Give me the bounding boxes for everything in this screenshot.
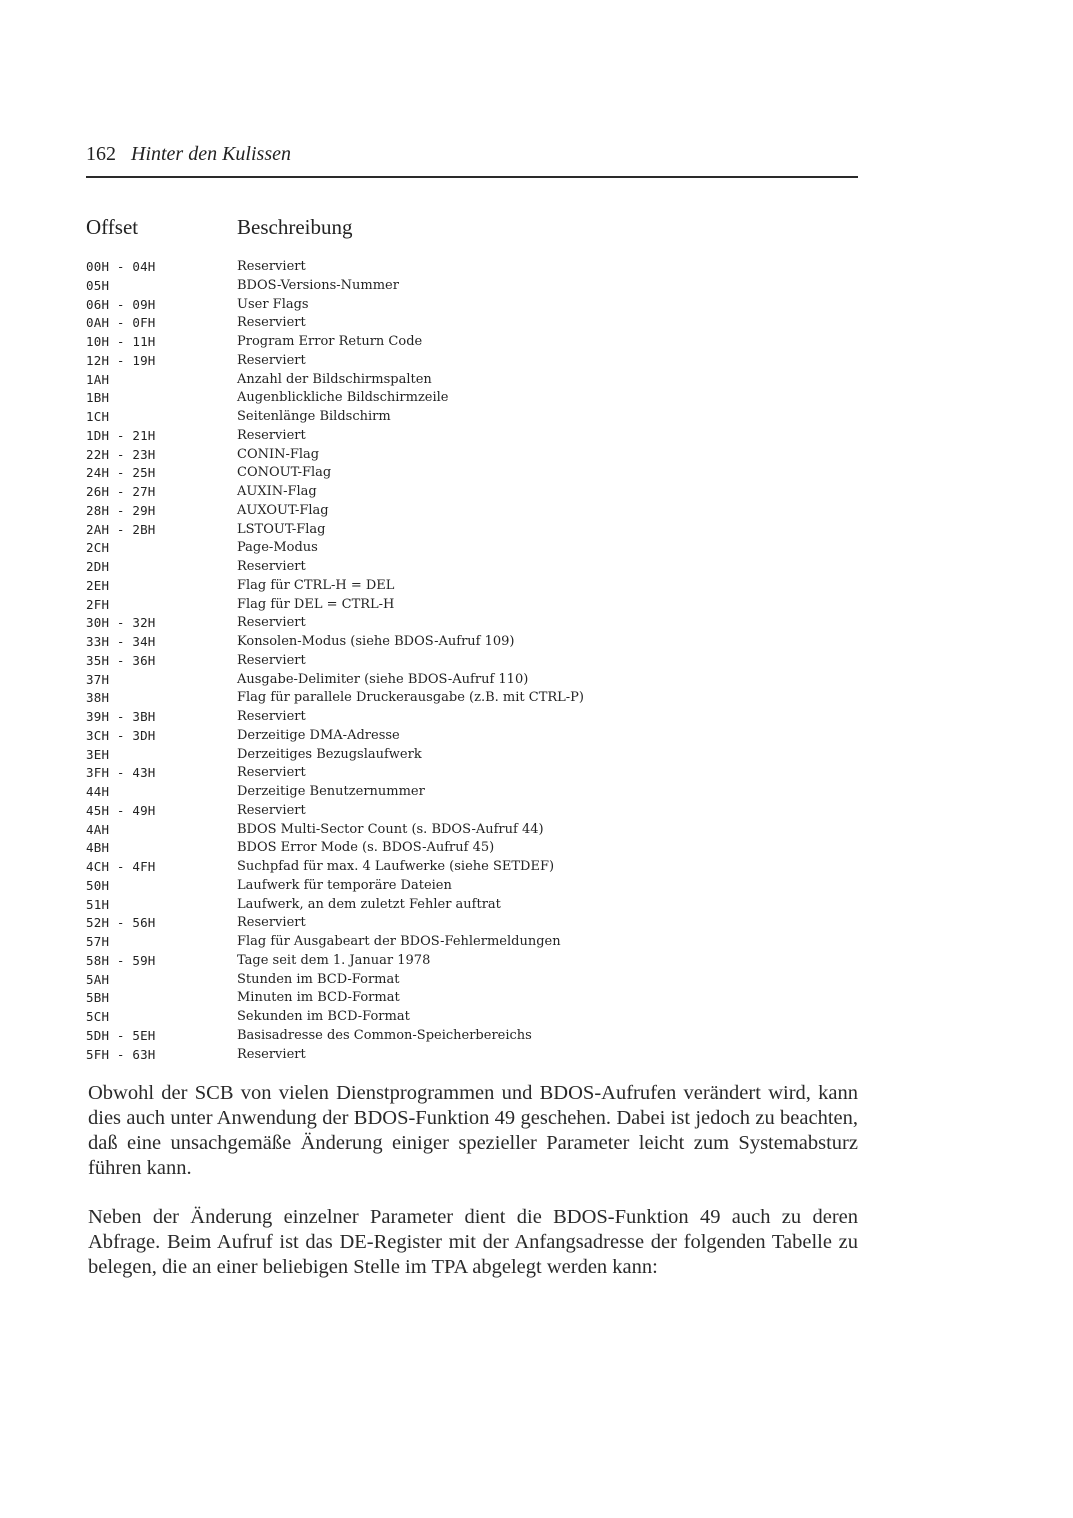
offset-cell: 44H (86, 784, 110, 799)
table-row (86, 783, 786, 802)
running-title: Hinter den Kulissen (131, 143, 291, 165)
table-row (86, 371, 786, 390)
offset-cell: 2CH (86, 540, 110, 556)
description-cell: Reserviert (237, 915, 306, 931)
offset-cell: 39H - 3BH (86, 709, 156, 724)
offset-cell: 1DH - 21H (86, 427, 156, 443)
description-cell: Seitenlänge Bildschirm (237, 409, 391, 424)
table-row (86, 258, 786, 277)
offset-cell: 00H - 04H (86, 259, 156, 274)
table-row (86, 933, 786, 952)
offset-cell: 05H (86, 277, 110, 293)
offset-cell: 57H (86, 934, 110, 949)
offset-cell: 4AH (86, 821, 110, 837)
offset-cell: 1CH (86, 409, 110, 424)
offset-cell: 5BH (86, 990, 110, 1006)
description-cell: Anzahl der Bildschirmspalten (237, 371, 432, 387)
table-row (86, 296, 786, 315)
offset-cell: 58H - 59H (86, 952, 156, 968)
description-cell: Flag für parallele Druckerausgabe (z.B. mit CTRL-P) (237, 690, 584, 706)
page-number: 162 (86, 143, 116, 165)
table-row (86, 314, 786, 333)
table-row (86, 464, 786, 483)
description-cell: Page-Modus (237, 540, 318, 556)
description-cell: Sekunden im BCD-Format (237, 1009, 410, 1024)
offset-cell: 51H (86, 896, 110, 912)
offset-cell: 3CH - 3DH (86, 727, 156, 743)
offset-cell: 2FH (86, 596, 110, 612)
table-row (86, 502, 786, 521)
table-row (86, 577, 786, 596)
description-cell: Suchpfad für max. 4 Laufwerke (siehe SETDEF) (237, 859, 555, 874)
description-cell: Reserviert (237, 427, 306, 443)
description-cell: BDOS-Versions-Nummer (237, 277, 399, 293)
description-cell: Laufwerk, an dem zuletzt Fehler auftrat (237, 896, 501, 912)
offset-cell: 4CH - 4FH (86, 859, 156, 874)
description-cell: Reserviert (237, 652, 306, 668)
description-cell: Reserviert (237, 709, 306, 724)
description-cell: Stunden im BCD-Format (237, 971, 400, 987)
running-header (86, 143, 858, 166)
offset-cell: 12H - 19H (86, 352, 156, 368)
table-row (86, 952, 786, 971)
description-cell: Reserviert (237, 352, 306, 368)
offset-cell: 26H - 27H (86, 484, 156, 499)
description-cell: Reserviert (237, 559, 306, 574)
scb-offset-table (86, 258, 786, 1064)
table-row (86, 671, 786, 690)
description-cell: Ausgabe-Delimiter (siehe BDOS-Aufruf 110) (237, 671, 529, 687)
paragraph-1: Obwohl der SCB von vielen Dienstprogrammen und BDOS-Aufrufen verändert wird, kann dies auch unter Anwendung der BDOS-Funktion 49 geschehen. Dabei ist jedoch zu beachten, daß eine unsachgemäße Änderung einiger spezieller Parameter leicht zum Systemabsturz führen kann. (88, 1082, 858, 1179)
table-row (86, 521, 786, 540)
description-cell: Derzeitige Benutzernummer (237, 784, 425, 799)
description-cell: Derzeitiges Bezugslaufwerk (237, 746, 422, 762)
table-row (86, 971, 786, 990)
table-row (86, 877, 786, 896)
description-cell: Reserviert (237, 765, 306, 781)
description-cell: AUXIN-Flag (237, 484, 317, 499)
offset-cell: 2EH (86, 577, 110, 593)
column-header-description: Beschreibung (237, 215, 353, 239)
table-row (86, 727, 786, 746)
offset-cell: 33H - 34H (86, 634, 156, 649)
table-row (86, 839, 786, 858)
offset-cell: 35H - 36H (86, 652, 156, 668)
offset-cell: 1BH (86, 390, 110, 406)
description-cell: User Flags (237, 296, 309, 312)
offset-cell: 2AH - 2BH (86, 521, 156, 537)
description-cell: Tage seit dem 1. Januar 1978 (237, 952, 431, 968)
offset-cell: 50H (86, 877, 110, 893)
offset-cell: 0AH - 0FH (86, 315, 156, 331)
offset-cell: 5CH (86, 1009, 110, 1024)
offset-cell: 5AH (86, 971, 110, 987)
offset-cell: 5FH - 63H (86, 1046, 156, 1062)
table-row (86, 858, 786, 877)
description-cell: Minuten im BCD-Format (237, 990, 400, 1006)
table-row (86, 446, 786, 465)
description-cell: Reserviert (237, 315, 306, 331)
table-row (86, 539, 786, 558)
table-row (86, 802, 786, 821)
table-row (86, 1027, 786, 1046)
column-header-offset: Offset (86, 215, 139, 239)
offset-cell: 28H - 29H (86, 502, 156, 518)
description-cell: LSTOUT-Flag (237, 521, 326, 537)
description-cell: AUXOUT-Flag (237, 502, 329, 518)
offset-cell: 06H - 09H (86, 296, 156, 312)
table-row (86, 689, 786, 708)
table-row (86, 427, 786, 446)
offset-cell: 30H - 32H (86, 615, 156, 631)
offset-cell: 37H (86, 671, 110, 687)
description-cell: Derzeitige DMA-Adresse (237, 727, 400, 743)
table-row (86, 821, 786, 840)
description-cell: Konsolen-Modus (siehe BDOS-Aufruf 109) (237, 634, 515, 649)
offset-cell: 1AH (86, 371, 110, 387)
description-cell: Basisadresse des Common-Speicherbereichs (237, 1027, 532, 1043)
offset-cell: 5DH - 5EH (86, 1027, 156, 1043)
description-cell: Flag für Ausgabeart der BDOS-Fehlermeldungen (237, 934, 561, 949)
table-row (86, 277, 786, 296)
description-cell: Reserviert (237, 615, 306, 631)
offset-cell: 24H - 25H (86, 465, 156, 481)
offset-cell: 45H - 49H (86, 802, 156, 818)
header-rule (86, 176, 858, 178)
table-row (86, 989, 786, 1008)
description-cell: Laufwerk für temporäre Dateien (237, 877, 452, 893)
description-cell: Flag für DEL = CTRL-H (237, 596, 395, 612)
offset-cell: 22H - 23H (86, 446, 156, 462)
offset-cell: 3EH (86, 746, 110, 762)
table-row (86, 633, 786, 652)
description-cell: Reserviert (237, 259, 306, 274)
table-row (86, 352, 786, 371)
offset-cell: 3FH - 43H (86, 765, 156, 781)
table-row (86, 333, 786, 352)
table-row (86, 896, 786, 915)
offset-cell: 4BH (86, 840, 110, 856)
table-row (86, 389, 786, 408)
description-cell: CONIN-Flag (237, 446, 320, 462)
offset-cell: 52H - 56H (86, 915, 156, 931)
description-cell: Program Error Return Code (237, 334, 423, 349)
description-cell: Reserviert (237, 802, 306, 818)
table-row (86, 408, 786, 427)
table-row (86, 764, 786, 783)
table-row (86, 596, 786, 615)
description-cell: Flag für CTRL-H = DEL (237, 577, 395, 593)
description-cell: BDOS Multi-Sector Count (s. BDOS-Aufruf 44) (237, 821, 544, 837)
offset-cell: 2DH (86, 559, 110, 574)
description-cell: Reserviert (237, 1046, 306, 1062)
table-row (86, 746, 786, 765)
table-row (86, 652, 786, 671)
description-cell: CONOUT-Flag (237, 465, 332, 481)
table-row (86, 483, 786, 502)
table-row (86, 708, 786, 727)
table-row (86, 1046, 786, 1065)
paragraph-2: Neben der Änderung einzelner Parameter dient die BDOS-Funktion 49 auch zu deren Abfrage. Beim Aufruf ist das DE-Register mit der Anfangsadresse der folgenden Tabelle zu belegen, die an einer beliebigen Stelle im TPA abgelegt werden kann: (88, 1206, 858, 1278)
description-cell: BDOS Error Mode (s. BDOS-Aufruf 45) (237, 840, 495, 856)
table-row (86, 558, 786, 577)
table-row (86, 914, 786, 933)
offset-cell: 10H - 11H (86, 334, 156, 349)
table-row (86, 1008, 786, 1027)
description-cell: Augenblickliche Bildschirmzeile (237, 390, 449, 406)
table-row (86, 614, 786, 633)
offset-cell: 38H (86, 690, 110, 706)
